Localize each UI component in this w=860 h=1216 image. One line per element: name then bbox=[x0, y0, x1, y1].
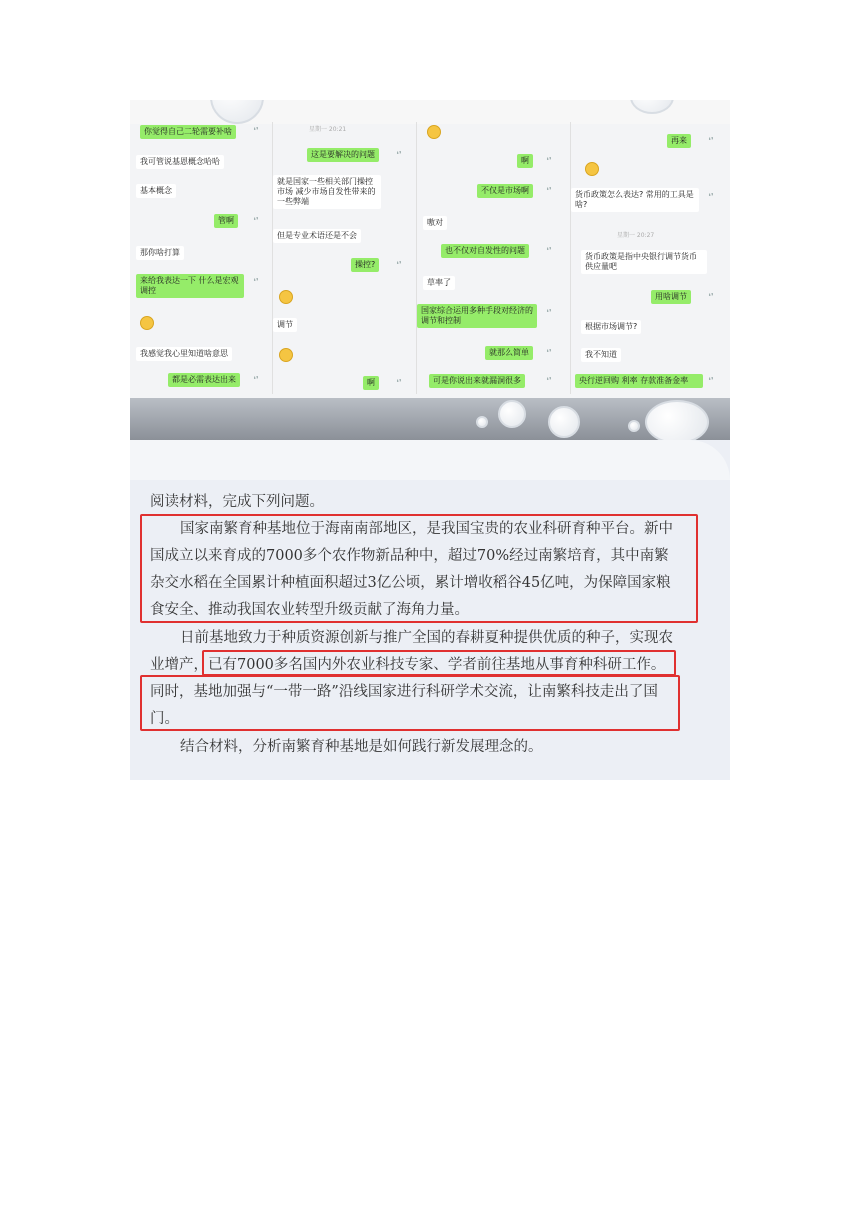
avatar: ❛❜ bbox=[708, 376, 714, 385]
avatar: ❛❜ bbox=[708, 192, 714, 201]
highlight-box-experts bbox=[202, 650, 676, 676]
avatar: ❛❜ bbox=[396, 260, 402, 269]
avatar: ❛❜ bbox=[708, 136, 714, 145]
paragraph-2-line: 业增产，已有7000多名国内外农业科技专家、学者前往基地从事育种科研工作。 bbox=[150, 657, 666, 673]
timestamp: 星期一 20:21 bbox=[309, 126, 347, 133]
chat-message: 我不知道 bbox=[581, 348, 621, 362]
avatar: ❛❜ bbox=[253, 375, 259, 384]
chat-message: 国家综合运用多种手段对经济的调节和控制 bbox=[417, 304, 537, 328]
chat-message: 就是国家一些相关部门操控市场 减少市场自发性带来的一些弊端 bbox=[273, 175, 381, 209]
chat-column-1 bbox=[130, 120, 270, 400]
chat-message: 我可管说基恩概念哈哈 bbox=[136, 155, 224, 169]
chat-message: 货币政策怎么表达? 常用的工具是啥? bbox=[571, 188, 699, 212]
decorative-wave bbox=[130, 440, 730, 480]
reading-material-panel bbox=[130, 440, 730, 780]
water-drop-decoration bbox=[548, 406, 580, 438]
emoji-icon bbox=[427, 125, 441, 139]
decorative-floor bbox=[130, 398, 730, 440]
water-drop-decoration bbox=[628, 420, 640, 432]
chat-message: 你觉得自己二轮需要补啥 bbox=[140, 125, 236, 139]
chat-message: 就那么简单 bbox=[485, 346, 533, 360]
highlight-box-paragraph-1 bbox=[140, 514, 698, 623]
avatar: ❛❜ bbox=[546, 246, 552, 255]
avatar: ❛❜ bbox=[253, 277, 259, 286]
paragraph-1-line: 国家南繁育种基地位于海南南部地区，是我国宝贵的农业科研育种平台。新中 bbox=[180, 521, 673, 537]
chat-message: 货币政策是指中央银行调节货币供应量吧 bbox=[581, 250, 707, 274]
chat-message: 草率了 bbox=[423, 276, 455, 290]
chat-screenshot-collage bbox=[130, 100, 730, 440]
chat-message: 用啥调节 bbox=[651, 290, 691, 304]
paragraph-2-line: 同时，基地加强与“一带一路”沿线国家进行科研学术交流，让南繁科技走出了国 bbox=[150, 684, 658, 700]
question-text: 结合材料，分析南繁育种基地是如何践行新发展理念的。 bbox=[180, 739, 543, 755]
chat-message: 我感觉我心里知道啥意思 bbox=[136, 347, 232, 361]
chat-message: 操控? bbox=[351, 258, 379, 272]
paragraph-1-line: 杂交水稻在全国累计种植面积超过3亿公顷，累计增收稻谷45亿吨，为保障国家粮 bbox=[150, 575, 671, 591]
emoji-icon bbox=[279, 348, 293, 362]
chat-column-3 bbox=[417, 120, 567, 400]
water-drop-decoration bbox=[476, 416, 488, 428]
highlight-box-belt-road bbox=[140, 675, 680, 731]
chat-column-2 bbox=[273, 120, 413, 400]
avatar: ❛❜ bbox=[253, 126, 259, 135]
water-drop-decoration bbox=[498, 400, 526, 428]
instruction-title: 阅读材料，完成下列问题。 bbox=[150, 494, 324, 510]
chat-message: 但是专业术语还是不会 bbox=[273, 229, 361, 243]
chat-message: 可是你说出来就漏洞很多 bbox=[429, 374, 525, 388]
emoji-icon bbox=[585, 162, 599, 176]
chat-message: 这是要解决的问题 bbox=[307, 148, 379, 162]
chat-message: 啊 bbox=[517, 154, 533, 168]
chat-message: 基本概念 bbox=[136, 184, 176, 198]
paragraph-2-line: 日前基地致力于种质资源创新与推广全国的春耕夏种提供优质的种子，实现农 bbox=[180, 630, 673, 646]
chat-message: 来给我表达一下 什么是宏观调控 bbox=[136, 274, 244, 298]
avatar: ❛❜ bbox=[546, 156, 552, 165]
chat-message: 央行逆回购 利率 存款准备金率 bbox=[575, 374, 703, 388]
avatar: ❛❜ bbox=[253, 216, 259, 225]
emoji-icon bbox=[140, 316, 154, 330]
avatar: ❛❜ bbox=[546, 308, 552, 317]
paragraph-1-line: 国成立以来育成的7000多个农作物新品种中，超过70%经过南繁培育，其中南繁 bbox=[150, 548, 669, 564]
chat-message: 都是必需表达出来 bbox=[168, 373, 240, 387]
chat-message: 啊 bbox=[363, 376, 379, 390]
chat-message: 嗷对 bbox=[423, 216, 447, 230]
paragraph-2-line: 门。 bbox=[150, 711, 179, 727]
timestamp: 星期一 20:27 bbox=[617, 232, 655, 239]
paragraph-1-line: 食安全、推动我国农业转型升级贡献了海角力量。 bbox=[150, 602, 469, 618]
water-drop-decoration bbox=[645, 400, 709, 440]
emoji-icon bbox=[279, 290, 293, 304]
avatar: ❛❜ bbox=[546, 376, 552, 385]
avatar: ❛❜ bbox=[546, 348, 552, 357]
chat-column-4 bbox=[571, 120, 730, 400]
avatar: ❛❜ bbox=[396, 378, 402, 387]
avatar: ❛❜ bbox=[396, 150, 402, 159]
avatar: ❛❜ bbox=[546, 186, 552, 195]
avatar: ❛❜ bbox=[708, 292, 714, 301]
chat-message: 管啊 bbox=[214, 214, 238, 228]
chat-message: 再来 bbox=[667, 134, 691, 148]
chat-message: 调节 bbox=[273, 318, 297, 332]
chat-message: 那你啥打算 bbox=[136, 246, 184, 260]
chat-message: 也不仅对自发性的问题 bbox=[441, 244, 529, 258]
chat-message: 不仅是市场啊 bbox=[477, 184, 533, 198]
chat-message: 根据市场调节? bbox=[581, 320, 641, 334]
